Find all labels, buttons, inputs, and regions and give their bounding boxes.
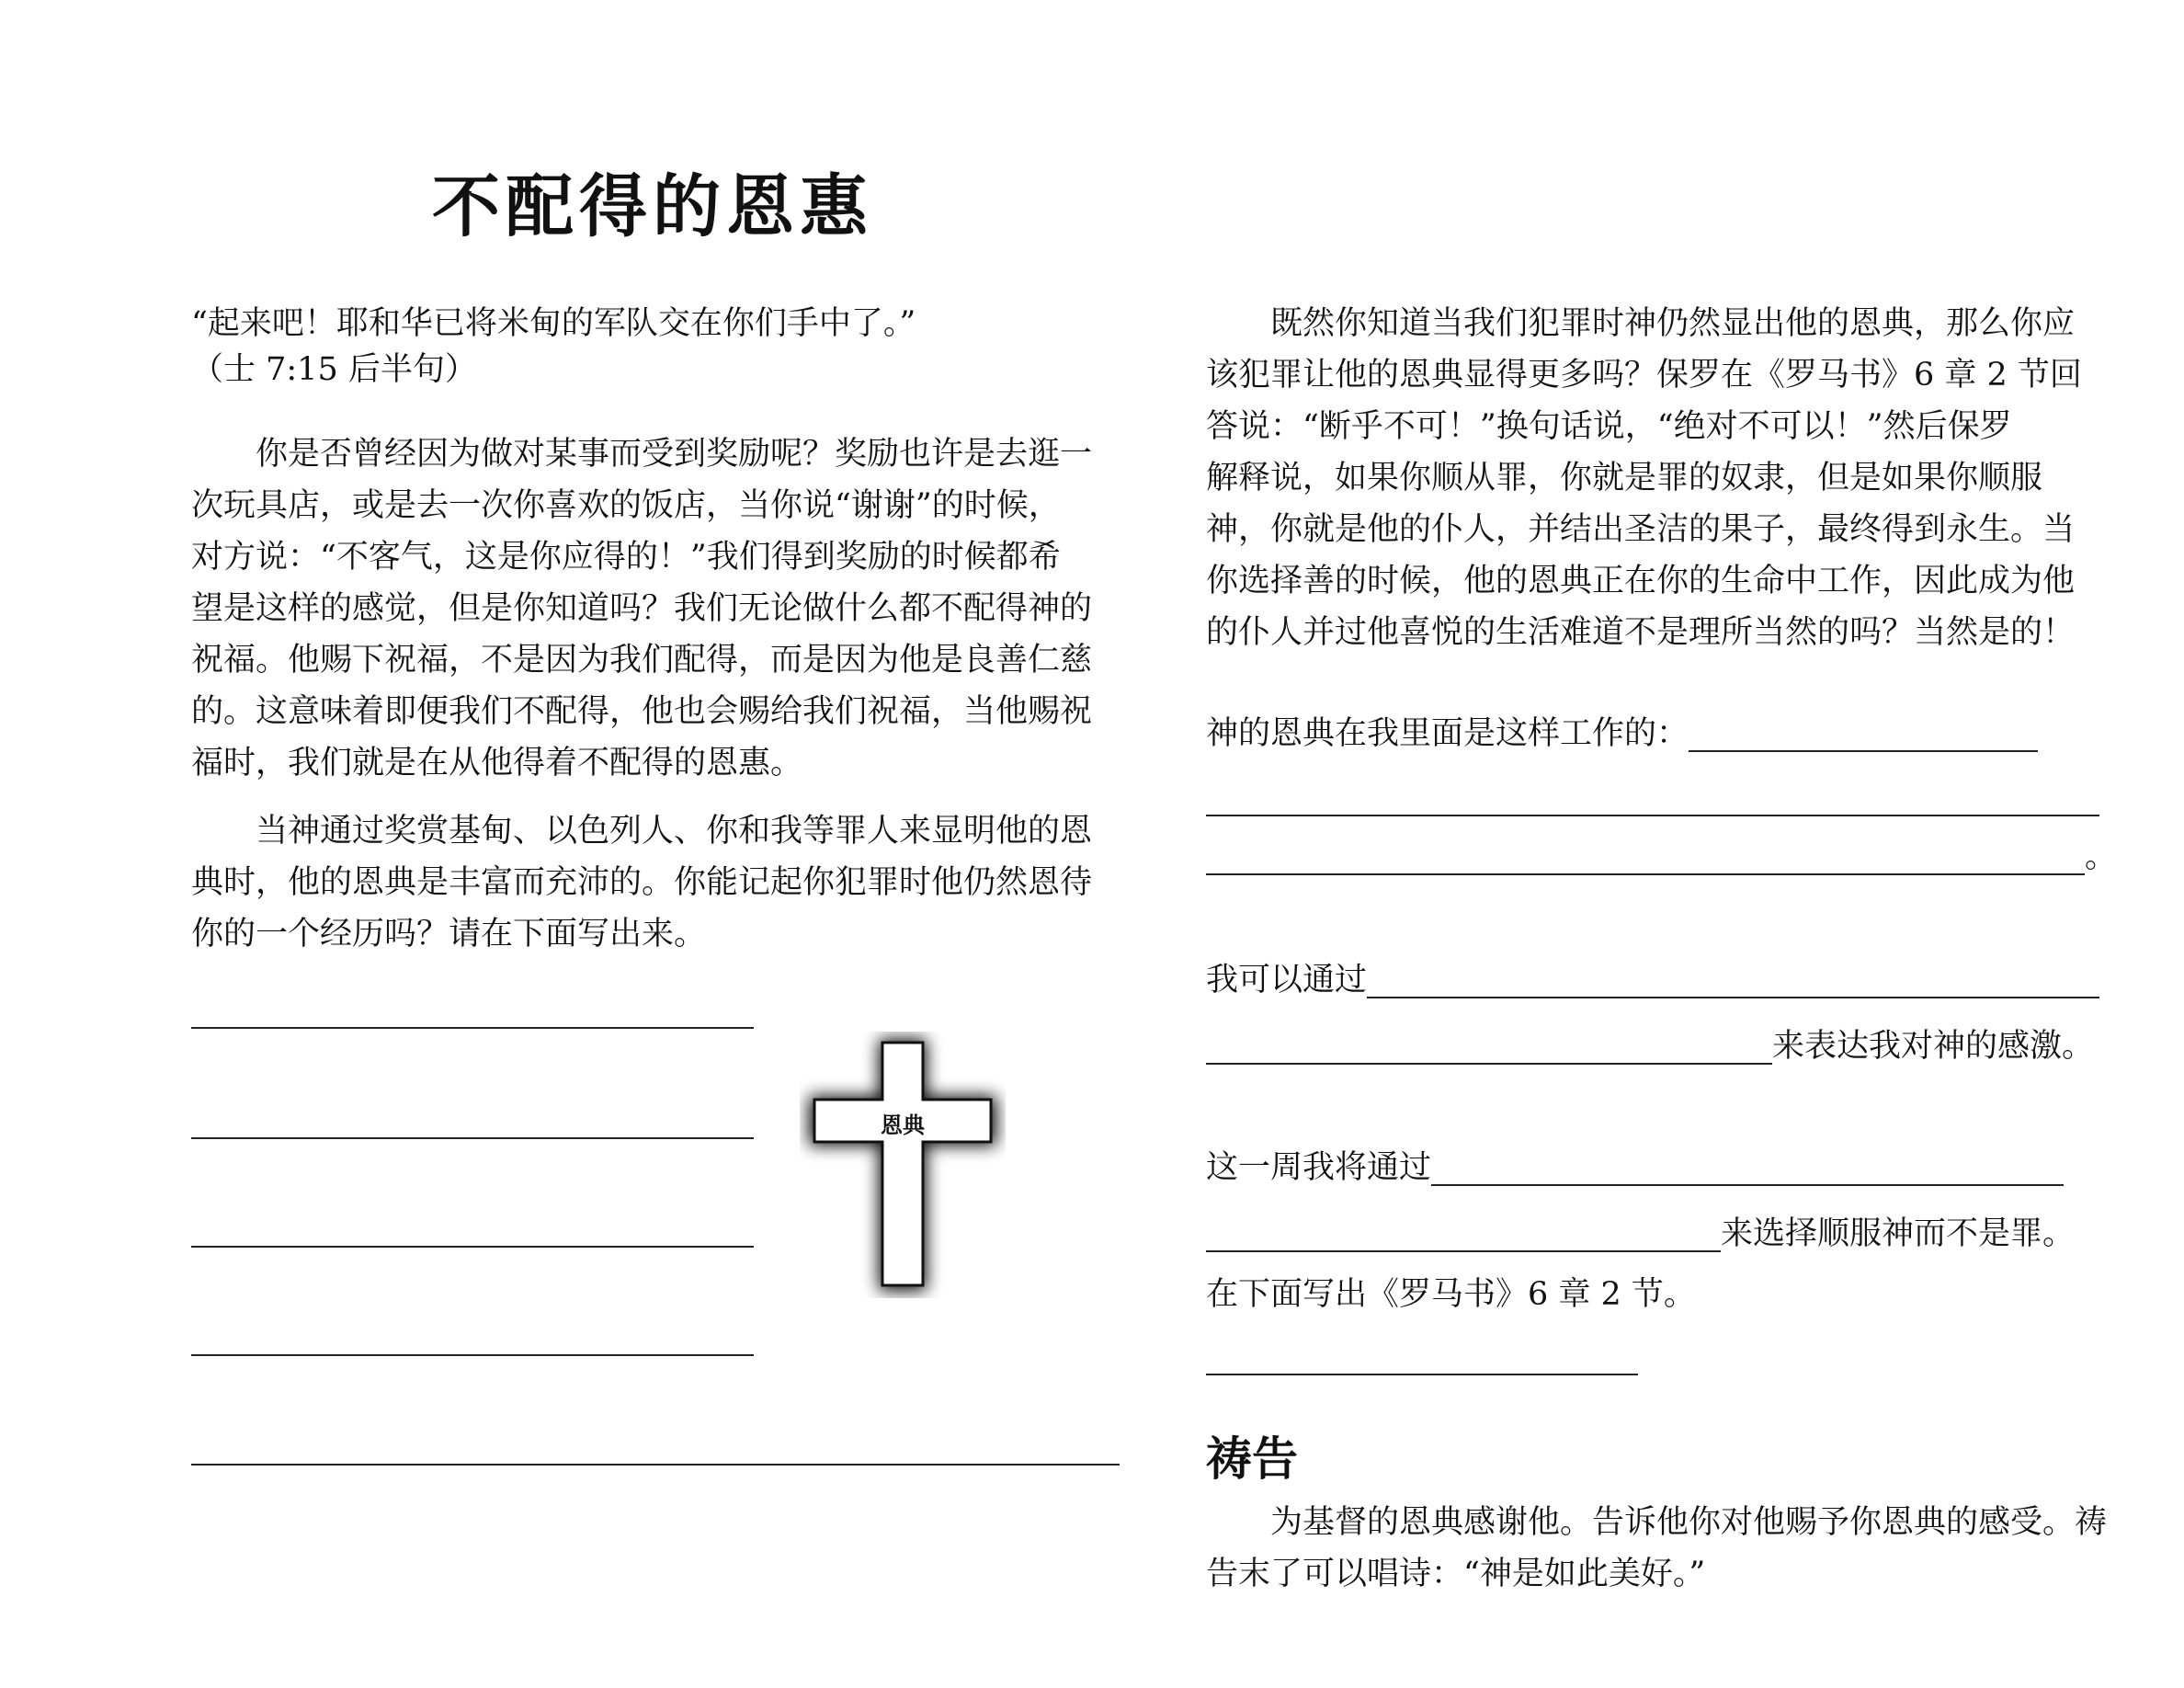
text-line: 你是否曾经因为做对某事而受到奖励呢？奖励也许是去逛一 [191, 436, 1093, 473]
writing-line[interactable] [1206, 1026, 1772, 1065]
thanks-suffix: 来表达我对神的感激。 [1772, 1028, 2095, 1065]
text-line: 解释说，如果你顺从罪，你就是罪的奴隶，但是如果你顺服 [1206, 460, 2043, 496]
cross-label: 恩典 [881, 1112, 925, 1138]
writing-line[interactable] [191, 1137, 754, 1139]
text-line: 神，你就是他的仆人，并结出圣洁的果子，最终得到永生。当 [1206, 511, 2076, 548]
text-line: 你选择善的时候，他的恩典正在你的生命中工作，因此成为他 [1206, 563, 2076, 599]
text-line: 祝福。他赐下祝福，不是因为我们配得，而是因为他是良善仁慈 [191, 642, 1093, 679]
writing-line[interactable] [1206, 1214, 1721, 1252]
writing-line[interactable] [191, 1027, 754, 1029]
grace-cross-image [800, 1032, 1006, 1298]
write-verse-prompt: 在下面写出《罗马书》6 章 2 节。 [1206, 1276, 1696, 1313]
grace-prompt-row [1206, 713, 2038, 752]
verse-reference: （士 7:15 后半句） [191, 351, 477, 388]
text-line: 为基督的恩典感谢他。告诉他你对他赐予你恩典的感受。祷 [1206, 1504, 2108, 1541]
grace-prompt-label: 神的恩典在我里面是这样工作的： [1206, 715, 1689, 752]
writing-line-long[interactable] [191, 1464, 1120, 1466]
text-line: 的仆人并过他喜悦的生活难道不是理所当然的吗？当然是的！ [1206, 614, 2076, 651]
week-row-2 [1206, 1214, 2075, 1252]
writing-line[interactable] [191, 1354, 754, 1356]
thanks-row [1206, 960, 2099, 998]
writing-line[interactable] [191, 1246, 754, 1248]
week-prefix: 这一周我将通过 [1206, 1149, 1432, 1186]
grace-answer-row [1206, 837, 2117, 875]
text-line: 典时，他的恩典是丰富而充沛的。你能记起你犯罪时他仍然恩待 [191, 864, 1093, 901]
week-answer-line[interactable] [1431, 1147, 2064, 1186]
writing-line[interactable] [1206, 837, 2085, 875]
week-row [1206, 1147, 2064, 1186]
text-line: 既然你知道当我们犯罪时神仍然显出他的恩典，那么你应 [1206, 305, 2076, 342]
prayer-heading: 祷告 [1206, 1431, 1298, 1486]
left-paragraph-2 [191, 805, 1092, 960]
text-line: 次玩具店，或是去一次你喜欢的饭店，当你说“谢谢”的时候， [191, 487, 1061, 524]
text-line: 福时，我们就是在从他得着不配得的恩惠。 [191, 745, 803, 781]
thanks-prefix: 我可以通过 [1206, 962, 1368, 998]
thanks-answer-line[interactable] [1367, 960, 2099, 998]
text-line: 你的一个经历吗？请在下面写出来。 [191, 916, 707, 952]
left-paragraph-1 [191, 428, 1092, 789]
writing-line[interactable] [1206, 1374, 1638, 1375]
writing-line[interactable] [1206, 815, 2099, 816]
thanks-row-2 [1206, 1026, 2094, 1065]
text-line: 的。这意味着即便我们不配得，他也会赐给我们祝福，当他赐祝 [191, 693, 1093, 730]
text-line: 答说：“断乎不可！”换句话说，“绝对不可以！”然后保罗 [1206, 408, 2012, 445]
grace-answer-line[interactable] [1689, 713, 2038, 752]
prayer-paragraph [1206, 1497, 2107, 1600]
page-title: 不配得的恩惠 [432, 167, 873, 246]
text-line: 告末了可以唱诗：“神是如此美好。” [1206, 1556, 1706, 1592]
text-line: 望是这样的感觉，但是你知道吗？我们无论做什么都不配得神的 [191, 590, 1093, 627]
cross-icon [800, 1032, 1006, 1298]
period-mark: 。 [2085, 838, 2118, 875]
text-line: 该犯罪让他的恩典显得更多吗？保罗在《罗马书》6 章 2 节回 [1206, 357, 2082, 393]
text-line: 当神通过奖赏基甸、以色列人、你和我等罪人来显明他的恩 [191, 813, 1093, 850]
text-line: 对方说：“不客气，这是你应得的！”我们得到奖励的时候都希 [191, 539, 1061, 576]
week-suffix: 来选择顺服神而不是罪。 [1721, 1215, 2076, 1252]
right-paragraph-1 [1206, 298, 2082, 658]
memory-verse: “起来吧！耶和华已将米甸的军队交在你们手中了。” [191, 305, 916, 342]
